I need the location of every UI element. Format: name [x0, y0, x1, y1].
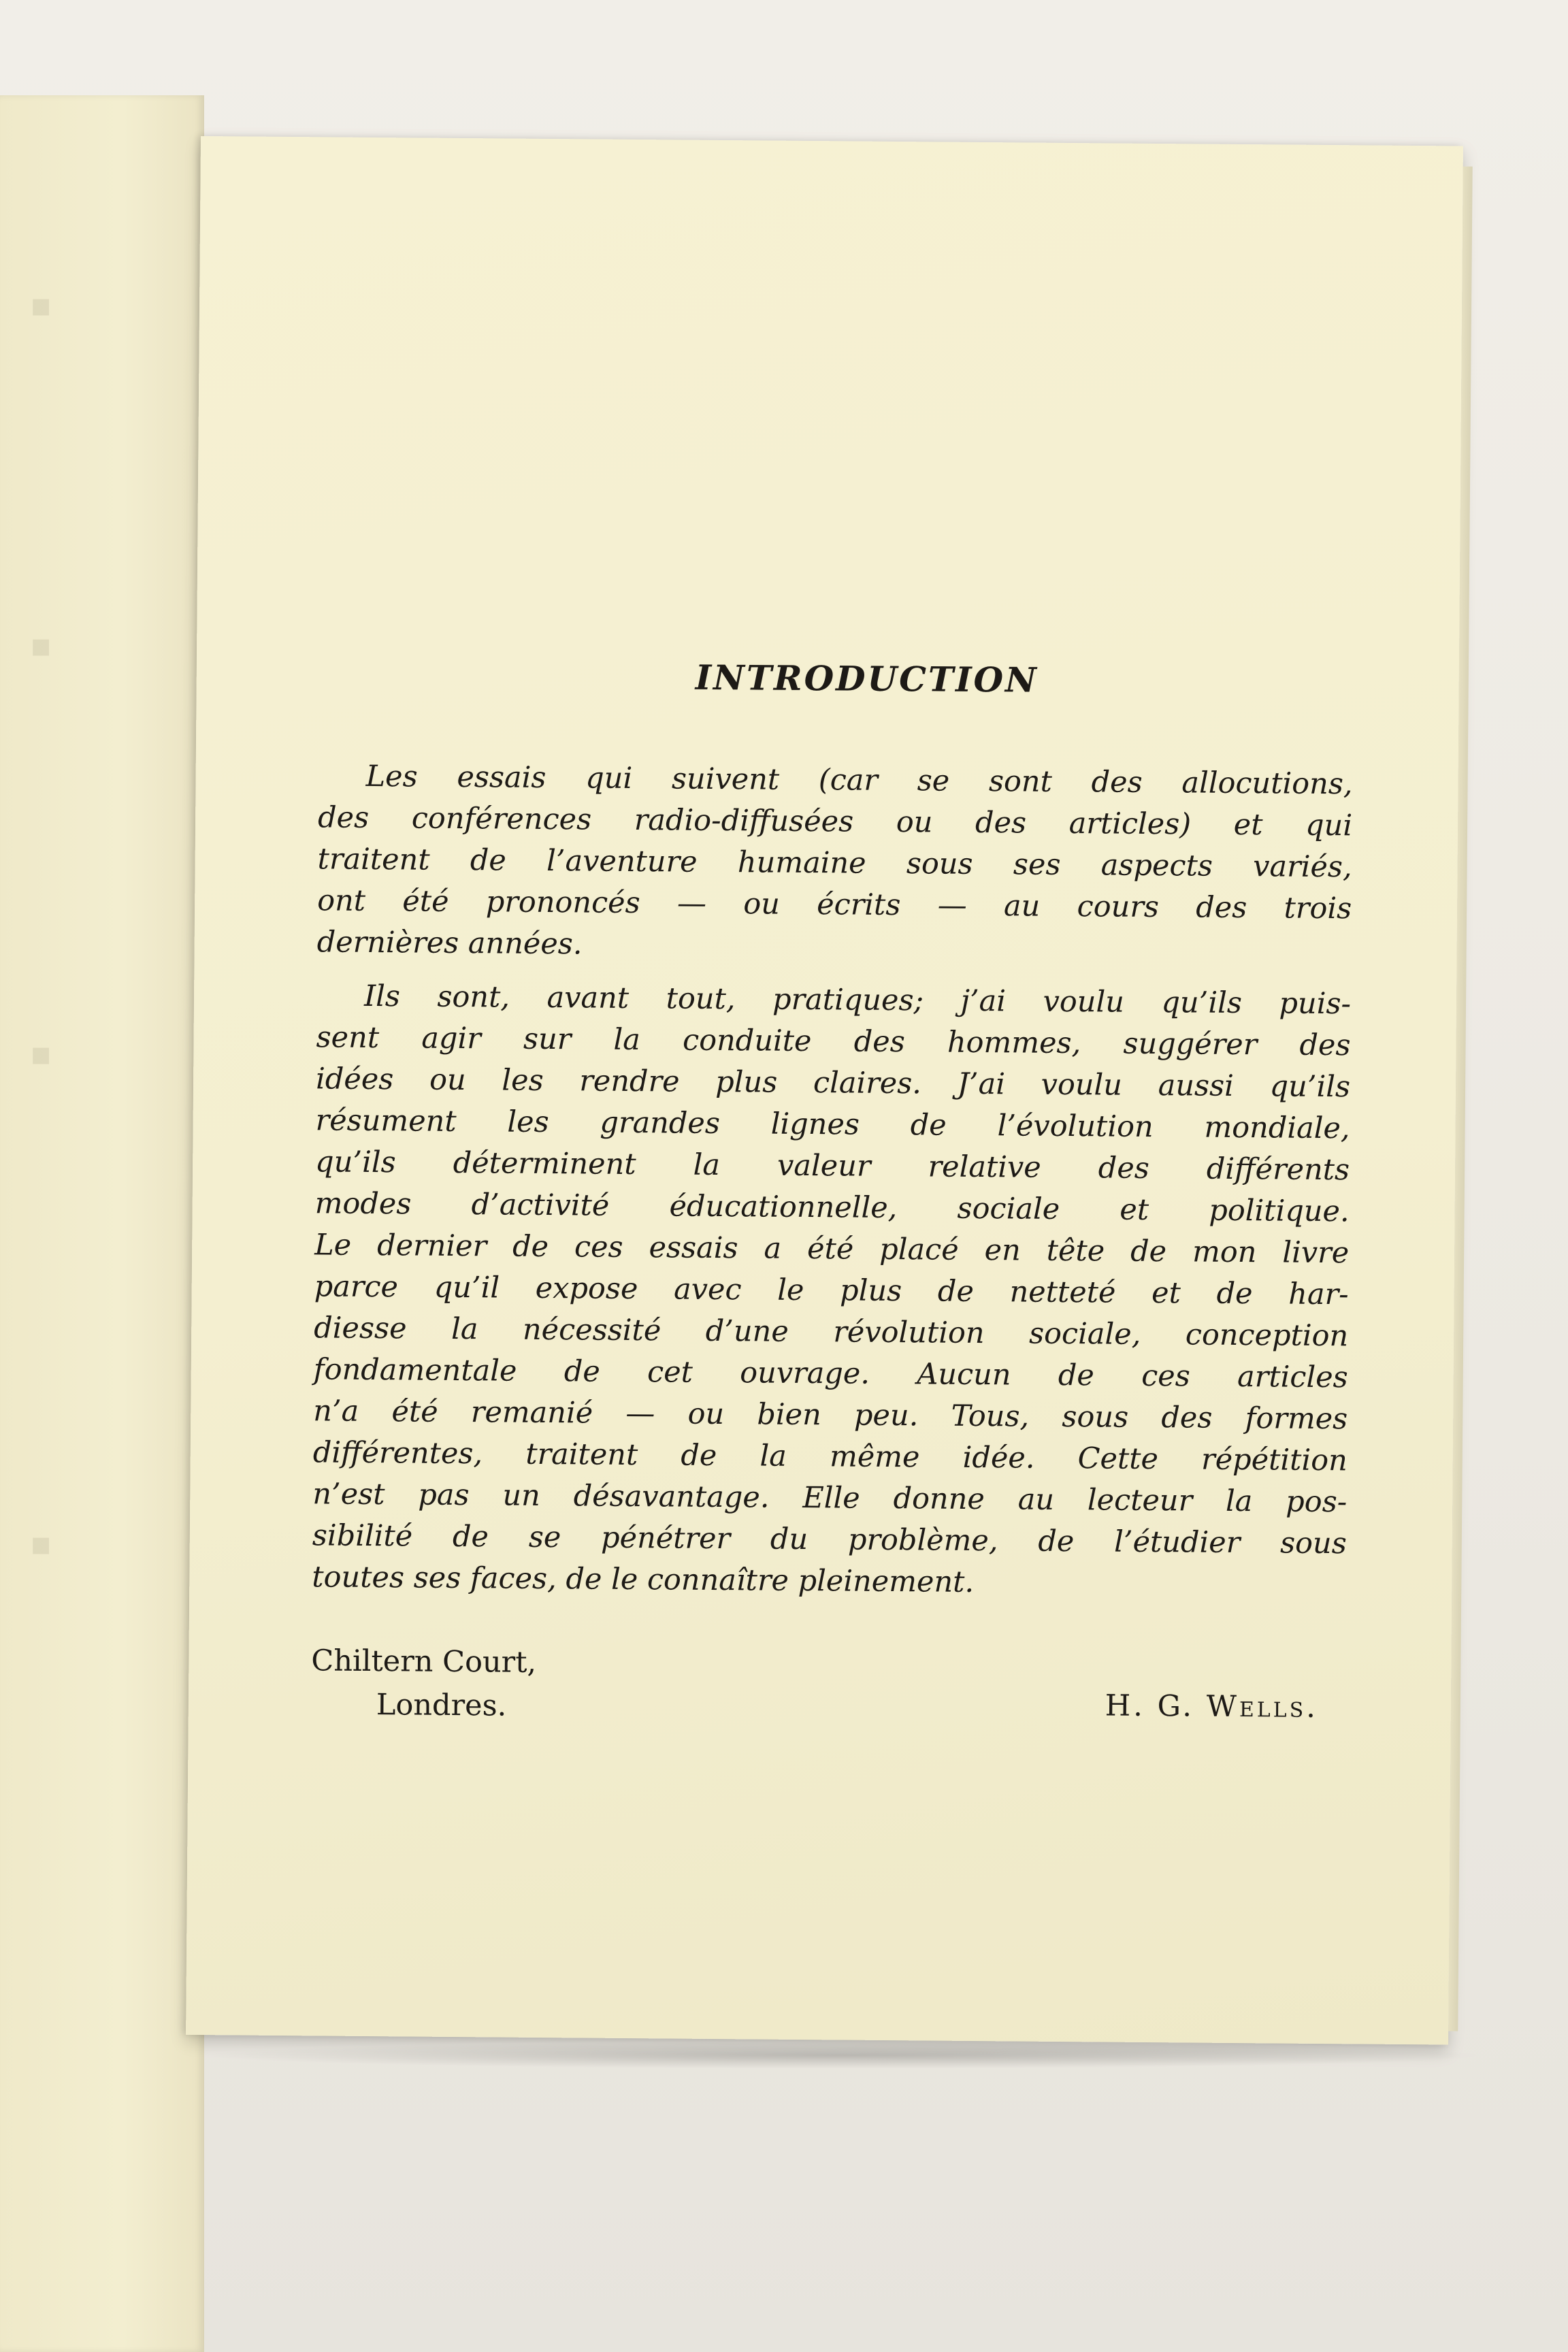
text-line: ont été prononcés — ou écrits — au cours des trois	[316, 883, 1352, 926]
paragraph-1	[316, 755, 1352, 971]
surface-shadow	[197, 2042, 1490, 2069]
previous-page-leaf	[0, 95, 204, 2352]
show-through-mark: ▪	[29, 286, 52, 324]
text-line: qu’ils déterminent la valeur relative des différents	[314, 1145, 1350, 1188]
place-block	[311, 1639, 537, 1728]
text-line: diesse la nécessité d’une révolution sociale, conception	[314, 1311, 1349, 1354]
text-line: sent agir sur la conduite des hommes, suggérer des	[316, 1020, 1351, 1063]
text-line: toutes ses faces, de le connaître pleinement.	[312, 1560, 975, 1599]
author-name: H. G. Wells.	[1105, 1688, 1319, 1725]
page-edge	[1448, 167, 1473, 2031]
text-line: Le dernier de ces essais a été placé en tête de mon livre	[314, 1228, 1350, 1271]
text-line: modes d’activité éducationnelle, sociale et politique.	[314, 1186, 1350, 1229]
text-line: parce qu’il expose avec le plus de netteté et de har-	[314, 1269, 1349, 1312]
place-line-1: Chiltern Court,	[311, 1644, 537, 1680]
text-line: Ils sont, avant tout, pratiques; j’ai voulu qu’ils puis-	[363, 979, 1352, 1022]
text-line: sibilité de se pénétrer du problème, de l’étudier sous	[312, 1518, 1348, 1561]
text-line: fondamentale de cet ouvrage. Aucun de ces articles	[313, 1352, 1348, 1395]
text-line: idées ou les rendre plus claires. J’ai voulu aussi qu’ils	[315, 1062, 1351, 1105]
signature-block	[311, 1639, 1346, 1742]
chapter-title: INTRODUCTION	[695, 657, 1039, 700]
text-line: différentes, traitent de la même idée. Cette répétition	[312, 1435, 1348, 1478]
text-line: n’a été remanié — ou bien peu. Tous, sous des formes	[313, 1394, 1348, 1437]
text-line: traitent de l’aventure humaine sous ses aspects variés,	[317, 842, 1352, 885]
text-line: des conférences radio-diffusées ou des articles) et qui	[317, 800, 1353, 843]
show-through-mark: ▪	[29, 1524, 52, 1563]
text-line: résument les grandes lignes de l’évolution mondiale,	[315, 1103, 1350, 1146]
place-line-2: Londres.	[376, 1688, 507, 1723]
show-through-mark: ▪	[29, 1034, 52, 1073]
text-line: dernières années.	[316, 925, 583, 962]
paragraph-2	[312, 975, 1351, 1606]
show-through-mark: ▪	[29, 626, 52, 664]
book-page	[186, 136, 1463, 2044]
text-line: Les essais qui suivent (car se sont des allocutions,	[365, 759, 1353, 802]
page-content	[311, 654, 1354, 1742]
text-line: n’est pas un désavantage. Elle donne au lecteur la pos-	[312, 1477, 1348, 1520]
